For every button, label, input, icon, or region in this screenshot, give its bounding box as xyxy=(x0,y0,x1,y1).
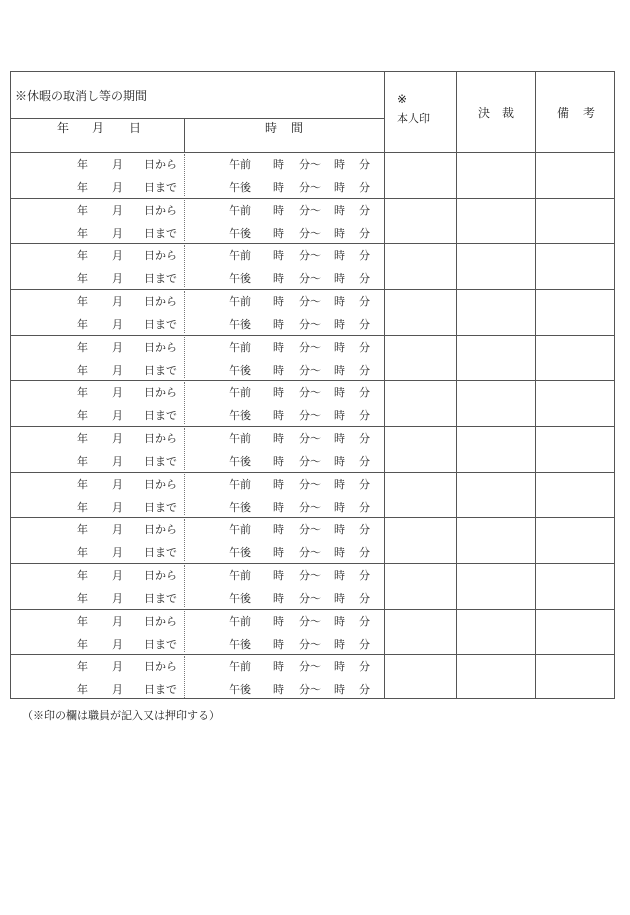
hour-label: 時 xyxy=(273,363,284,377)
year-label: 年 xyxy=(77,249,88,263)
hour-label: 時 xyxy=(334,455,345,468)
hour-label: 時 xyxy=(334,272,345,286)
am-label: 午前 xyxy=(229,614,251,628)
header-time-2: 間 xyxy=(291,121,304,135)
month-label: 月 xyxy=(112,432,123,445)
date-time-dotted-divider xyxy=(184,245,185,287)
year-label: 年 xyxy=(77,409,88,423)
day-until: 日まで xyxy=(144,181,177,194)
header-year: 年 xyxy=(57,121,70,135)
minute-label: 分 xyxy=(359,158,370,171)
day-from: 日から xyxy=(144,614,177,628)
hour-label: 時 xyxy=(273,637,284,651)
month-label: 月 xyxy=(112,409,123,423)
year-label: 年 xyxy=(77,569,88,582)
hour-label: 時 xyxy=(334,386,345,400)
minute-label: 分 xyxy=(359,500,370,514)
am-label: 午前 xyxy=(229,386,251,400)
year-label: 年 xyxy=(77,318,88,331)
minute_to-label: 分〜 xyxy=(299,637,321,651)
date-time-dotted-divider xyxy=(184,519,185,561)
minute-label: 分 xyxy=(359,295,370,308)
date-time-dotted-divider xyxy=(184,474,185,516)
month-label: 月 xyxy=(112,295,123,308)
hour-label: 時 xyxy=(273,181,284,194)
month-label: 月 xyxy=(112,477,123,491)
day-until: 日まで xyxy=(144,592,177,605)
day-until: 日まで xyxy=(144,637,177,651)
hour-label: 時 xyxy=(273,546,284,560)
minute-label: 分 xyxy=(359,592,370,605)
minute_to-label: 分〜 xyxy=(299,660,321,674)
minute_to-label: 分〜 xyxy=(299,569,321,582)
year-label: 年 xyxy=(77,432,88,445)
minute_to-label: 分〜 xyxy=(299,592,321,605)
pm-label: 午後 xyxy=(229,500,251,514)
day-until: 日まで xyxy=(144,546,177,560)
hour-label: 時 xyxy=(273,272,284,286)
month-label: 月 xyxy=(112,592,123,605)
seal-mark: ※ xyxy=(397,92,408,106)
header-date-time-divider xyxy=(184,118,185,152)
pm-label: 午後 xyxy=(229,683,251,697)
date-time-dotted-divider xyxy=(184,565,185,607)
day-until: 日まで xyxy=(144,683,177,697)
hour-label: 時 xyxy=(334,203,345,217)
hour-label: 時 xyxy=(273,500,284,514)
approval-column-border xyxy=(456,72,457,698)
hour-label: 時 xyxy=(334,409,345,423)
minute-label: 分 xyxy=(359,455,370,468)
row-divider xyxy=(11,426,614,427)
hour-label: 時 xyxy=(334,340,345,354)
date-time-dotted-divider xyxy=(184,428,185,470)
minute_to-label: 分〜 xyxy=(299,272,321,286)
hour-label: 時 xyxy=(273,455,284,468)
minute_to-label: 分〜 xyxy=(299,432,321,445)
year-label: 年 xyxy=(77,158,88,171)
year-label: 年 xyxy=(77,272,88,286)
day-until: 日まで xyxy=(144,363,177,377)
pm-label: 午後 xyxy=(229,226,251,240)
row-divider xyxy=(11,563,614,564)
hour-label: 時 xyxy=(273,158,284,171)
month-label: 月 xyxy=(112,226,123,240)
pm-label: 午後 xyxy=(229,318,251,331)
minute_to-label: 分〜 xyxy=(299,683,321,697)
am-label: 午前 xyxy=(229,523,251,537)
remarks-1: 備 xyxy=(557,106,570,120)
minute-label: 分 xyxy=(359,203,370,217)
pm-label: 午後 xyxy=(229,455,251,468)
minute-label: 分 xyxy=(359,318,370,331)
day-from: 日から xyxy=(144,523,177,537)
am-label: 午前 xyxy=(229,432,251,445)
minute-label: 分 xyxy=(359,226,370,240)
pm-label: 午後 xyxy=(229,181,251,194)
hour-label: 時 xyxy=(334,249,345,263)
minute_to-label: 分〜 xyxy=(299,226,321,240)
row-divider xyxy=(11,380,614,381)
month-label: 月 xyxy=(112,637,123,651)
month-label: 月 xyxy=(112,569,123,582)
day-from: 日から xyxy=(144,295,177,308)
leave-cancellation-table xyxy=(10,71,615,699)
pm-label: 午後 xyxy=(229,637,251,651)
hour-label: 時 xyxy=(273,660,284,674)
seal-column-border xyxy=(384,72,385,698)
header-divider xyxy=(11,118,384,119)
minute-label: 分 xyxy=(359,660,370,674)
minute_to-label: 分〜 xyxy=(299,500,321,514)
day-from: 日から xyxy=(144,340,177,354)
am-label: 午前 xyxy=(229,295,251,308)
minute_to-label: 分〜 xyxy=(299,203,321,217)
date-time-dotted-divider xyxy=(184,382,185,424)
minute_to-label: 分〜 xyxy=(299,318,321,331)
minute_to-label: 分〜 xyxy=(299,455,321,468)
month-label: 月 xyxy=(112,455,123,468)
hour-label: 時 xyxy=(334,637,345,651)
minute_to-label: 分〜 xyxy=(299,249,321,263)
hour-label: 時 xyxy=(334,318,345,331)
pm-label: 午後 xyxy=(229,363,251,377)
am-label: 午前 xyxy=(229,340,251,354)
minute_to-label: 分〜 xyxy=(299,546,321,560)
approval-2: 裁 xyxy=(502,106,515,120)
year-label: 年 xyxy=(77,614,88,628)
hour-label: 時 xyxy=(334,295,345,308)
hour-label: 時 xyxy=(334,363,345,377)
month-label: 月 xyxy=(112,318,123,331)
pm-label: 午後 xyxy=(229,409,251,423)
remarks-2: 考 xyxy=(583,106,596,120)
row-divider xyxy=(11,198,614,199)
hour-label: 時 xyxy=(273,592,284,605)
row-divider xyxy=(11,152,614,153)
day-from: 日から xyxy=(144,477,177,491)
hour-label: 時 xyxy=(273,477,284,491)
am-label: 午前 xyxy=(229,660,251,674)
hour-label: 時 xyxy=(273,432,284,445)
minute-label: 分 xyxy=(359,409,370,423)
minute-label: 分 xyxy=(359,546,370,560)
minute_to-label: 分〜 xyxy=(299,614,321,628)
row-divider xyxy=(11,517,614,518)
am-label: 午前 xyxy=(229,158,251,171)
minute-label: 分 xyxy=(359,477,370,491)
year-label: 年 xyxy=(77,592,88,605)
month-label: 月 xyxy=(112,500,123,514)
hour-label: 時 xyxy=(273,386,284,400)
row-divider xyxy=(11,654,614,655)
day-until: 日まで xyxy=(144,409,177,423)
minute-label: 分 xyxy=(359,683,370,697)
year-label: 年 xyxy=(77,637,88,651)
hour-label: 時 xyxy=(334,569,345,582)
date-time-dotted-divider xyxy=(184,291,185,333)
year-label: 年 xyxy=(77,340,88,354)
month-label: 月 xyxy=(112,363,123,377)
period-title: ※休暇の取消し等の期間 xyxy=(15,89,148,103)
hour-label: 時 xyxy=(273,614,284,628)
hour-label: 時 xyxy=(334,614,345,628)
day-from: 日から xyxy=(144,569,177,582)
hour-label: 時 xyxy=(334,432,345,445)
remarks-column-border xyxy=(535,72,536,698)
year-label: 年 xyxy=(77,363,88,377)
year-label: 年 xyxy=(77,660,88,674)
month-label: 月 xyxy=(112,660,123,674)
month-label: 月 xyxy=(112,272,123,286)
am-label: 午前 xyxy=(229,477,251,491)
year-label: 年 xyxy=(77,546,88,560)
day-from: 日から xyxy=(144,203,177,217)
hour-label: 時 xyxy=(273,683,284,697)
day-until: 日まで xyxy=(144,455,177,468)
year-label: 年 xyxy=(77,226,88,240)
hour-label: 時 xyxy=(334,660,345,674)
hour-label: 時 xyxy=(334,546,345,560)
day-until: 日まで xyxy=(144,272,177,286)
minute-label: 分 xyxy=(359,249,370,263)
month-label: 月 xyxy=(112,523,123,537)
pm-label: 午後 xyxy=(229,272,251,286)
year-label: 年 xyxy=(77,181,88,194)
approval-1: 決 xyxy=(478,106,491,120)
minute_to-label: 分〜 xyxy=(299,386,321,400)
minute-label: 分 xyxy=(359,363,370,377)
hour-label: 時 xyxy=(273,409,284,423)
hour-label: 時 xyxy=(334,592,345,605)
row-divider xyxy=(11,335,614,336)
hour-label: 時 xyxy=(334,181,345,194)
hour-label: 時 xyxy=(273,249,284,263)
footnote: （※印の欄は職員が記入又は押印する） xyxy=(22,709,220,722)
year-label: 年 xyxy=(77,523,88,537)
minute-label: 分 xyxy=(359,272,370,286)
month-label: 月 xyxy=(112,181,123,194)
hour-label: 時 xyxy=(273,523,284,537)
year-label: 年 xyxy=(77,455,88,468)
header-time-1: 時 xyxy=(265,121,278,135)
day-from: 日から xyxy=(144,386,177,400)
day-from: 日から xyxy=(144,660,177,674)
hour-label: 時 xyxy=(334,226,345,240)
year-label: 年 xyxy=(77,683,88,697)
hour-label: 時 xyxy=(334,683,345,697)
day-until: 日まで xyxy=(144,500,177,514)
date-time-dotted-divider xyxy=(184,154,185,196)
header-month: 月 xyxy=(92,121,105,135)
month-label: 月 xyxy=(112,203,123,217)
month-label: 月 xyxy=(112,546,123,560)
hour-label: 時 xyxy=(334,158,345,171)
day-from: 日から xyxy=(144,249,177,263)
month-label: 月 xyxy=(112,340,123,354)
date-time-dotted-divider xyxy=(184,200,185,242)
hour-label: 時 xyxy=(273,569,284,582)
hour-label: 時 xyxy=(273,203,284,217)
hour-label: 時 xyxy=(334,477,345,491)
hour-label: 時 xyxy=(273,295,284,308)
minute-label: 分 xyxy=(359,181,370,194)
year-label: 年 xyxy=(77,500,88,514)
day-until: 日まで xyxy=(144,318,177,331)
month-label: 月 xyxy=(112,683,123,697)
month-label: 月 xyxy=(112,158,123,171)
minute-label: 分 xyxy=(359,386,370,400)
hour-label: 時 xyxy=(273,226,284,240)
year-label: 年 xyxy=(77,477,88,491)
minute-label: 分 xyxy=(359,614,370,628)
minute_to-label: 分〜 xyxy=(299,409,321,423)
minute_to-label: 分〜 xyxy=(299,181,321,194)
minute_to-label: 分〜 xyxy=(299,523,321,537)
month-label: 月 xyxy=(112,386,123,400)
row-divider xyxy=(11,472,614,473)
minute_to-label: 分〜 xyxy=(299,158,321,171)
row-divider xyxy=(11,243,614,244)
year-label: 年 xyxy=(77,386,88,400)
month-label: 月 xyxy=(112,249,123,263)
am-label: 午前 xyxy=(229,569,251,582)
day-from: 日から xyxy=(144,158,177,171)
day-until: 日まで xyxy=(144,226,177,240)
minute-label: 分 xyxy=(359,432,370,445)
year-label: 年 xyxy=(77,295,88,308)
date-time-dotted-divider xyxy=(184,337,185,379)
minute-label: 分 xyxy=(359,637,370,651)
am-label: 午前 xyxy=(229,203,251,217)
year-label: 年 xyxy=(77,203,88,217)
day-from: 日から xyxy=(144,432,177,445)
pm-label: 午後 xyxy=(229,592,251,605)
row-divider xyxy=(11,609,614,610)
minute_to-label: 分〜 xyxy=(299,477,321,491)
pm-label: 午後 xyxy=(229,546,251,560)
hour-label: 時 xyxy=(273,318,284,331)
hour-label: 時 xyxy=(334,523,345,537)
month-label: 月 xyxy=(112,614,123,628)
minute_to-label: 分〜 xyxy=(299,340,321,354)
hour-label: 時 xyxy=(273,340,284,354)
minute_to-label: 分〜 xyxy=(299,295,321,308)
minute-label: 分 xyxy=(359,523,370,537)
row-divider xyxy=(11,289,614,290)
minute_to-label: 分〜 xyxy=(299,363,321,377)
header-day: 日 xyxy=(129,121,142,135)
minute-label: 分 xyxy=(359,569,370,582)
seal-label: 本人印 xyxy=(397,112,430,125)
date-time-dotted-divider xyxy=(184,611,185,653)
date-time-dotted-divider xyxy=(184,656,185,698)
am-label: 午前 xyxy=(229,249,251,263)
minute-label: 分 xyxy=(359,340,370,354)
hour-label: 時 xyxy=(334,500,345,514)
